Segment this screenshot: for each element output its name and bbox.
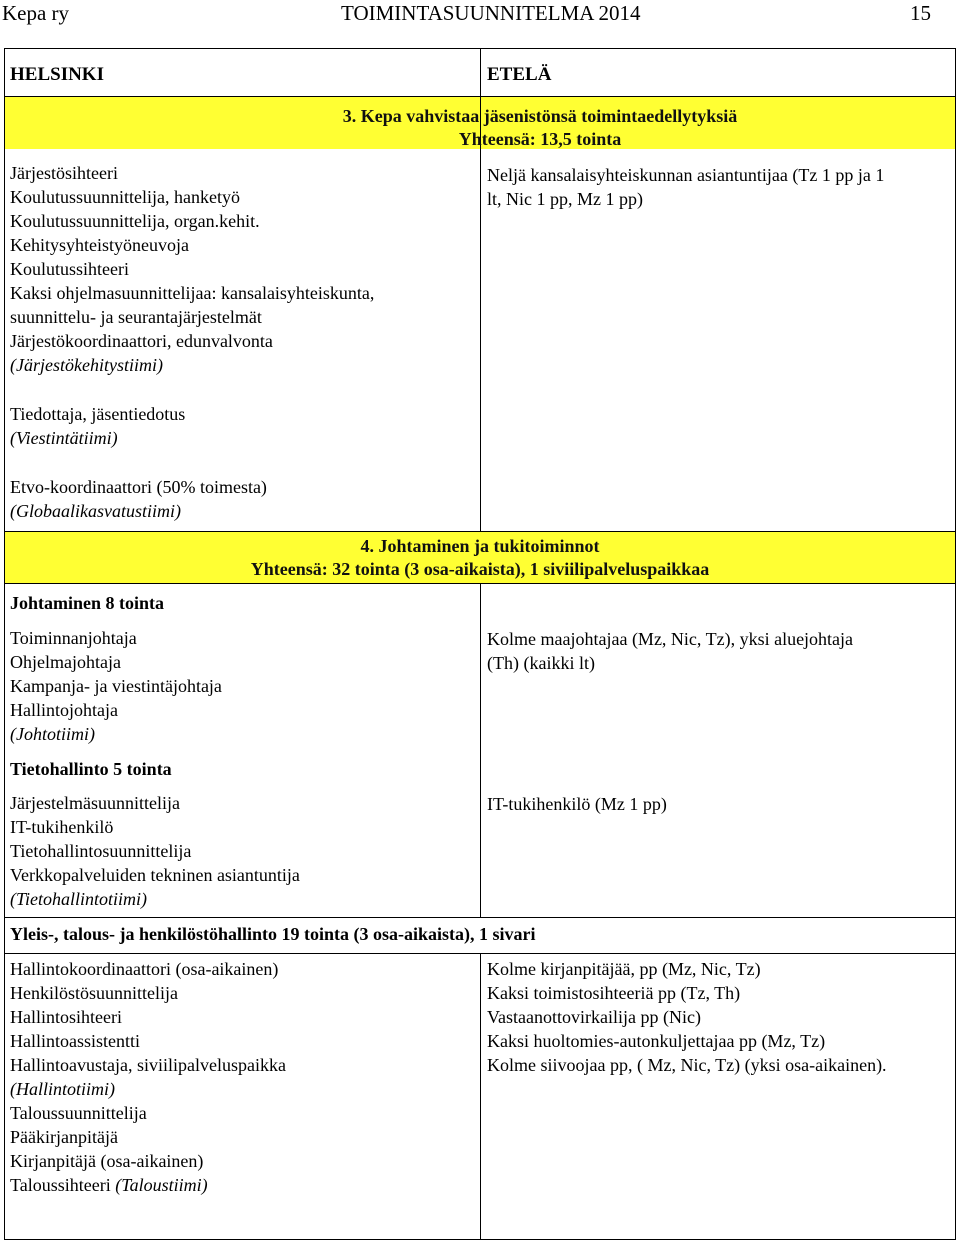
team-label: (Järjestökehitystiimi) (10, 355, 163, 375)
staff-line: Kolme siivoojaa pp, ( Mz, Nic, Tz) (yksi osa-aikainen). (487, 1055, 887, 1075)
row-rule (5, 917, 955, 918)
staff-line: Neljä kansalaisyhteiskunnan asiantuntijaa (Tz 1 pp ja 1 (487, 165, 885, 185)
column-divider-middle (480, 583, 481, 917)
staff-line: Kampanja- ja viestintäjohtaja (10, 676, 222, 696)
team-label: (Globaalikasvatustiimi) (10, 501, 181, 521)
staff-line: IT-tukihenkilö (Mz 1 pp) (487, 794, 667, 814)
admin-staff (10, 957, 286, 1197)
staff-line: Henkilöstösuunnittelija (10, 983, 178, 1003)
staff-line: Koulutussuunnittelija, organ.kehit. (10, 211, 260, 231)
admin-right-staff (487, 957, 887, 1077)
it-staff (10, 791, 300, 911)
staff-line: Hallintosihteeri (10, 1007, 122, 1027)
staff-line: Hallintoavustaja, siviilipalveluspaikka (10, 1055, 286, 1075)
staff-line: Ohjelmajohtaja (10, 652, 121, 672)
staff-line: Koulutussuunnittelija, hanketyö (10, 187, 240, 207)
row-rule (5, 583, 955, 584)
section4-title: 4. Johtaminen ja tukitoiminnot (360, 536, 600, 556)
section3-right-staff (487, 163, 884, 211)
staff-line: Kaksi ohjelmasuunnittelijaa: kansalaisyhteiskunta, (10, 283, 375, 303)
column-header-etela: ETELÄ (487, 64, 552, 85)
team-label: (Tietohallintotiimi) (10, 889, 148, 909)
staff-line: suunnittelu- ja seurantajärjestelmät (10, 307, 262, 327)
row-rule (5, 96, 955, 97)
section3-title: 3. Kepa vahvistaa jäsenistönsä toimintaedellytyksiä (342, 106, 738, 126)
section3-communications (10, 402, 185, 450)
staff-line: Hallintojohtaja (10, 700, 118, 720)
staff-line: Järjestelmäsuunnittelija (10, 793, 180, 813)
staff-line: (Th) (kaikki lt) (487, 653, 595, 673)
staff-title: Taloussihteeri (10, 1175, 116, 1195)
page-number: 15 (910, 1, 931, 25)
staff-line: Pääkirjanpitäjä (10, 1127, 118, 1147)
staff-line: Hallintoassistentti (10, 1031, 140, 1051)
staff-line: IT-tukihenkilö (10, 817, 114, 837)
section4-subtitle: Yhteensä: 32 tointa (3 osa-aikaista), 1 siviilipalveluspaikkaa (250, 559, 710, 579)
staff-line: Tiedottaja, jäsentiedotus (10, 404, 186, 424)
it-heading: Tietohallinto 5 tointa (10, 759, 172, 779)
staff-line-with-team (10, 1173, 286, 1197)
team-label: (Hallintotiimi) (10, 1079, 115, 1099)
management-right-staff (487, 627, 853, 675)
document-title: TOIMINTASUUNNITELMA 2014 (341, 1, 641, 25)
staff-line: Etvo-koordinaattori (50% toimesta) (10, 477, 267, 497)
staff-line: Hallintokoordinaattori (osa-aikainen) (10, 959, 279, 979)
management-heading: Johtaminen 8 tointa (10, 593, 165, 613)
management-staff (10, 626, 222, 746)
staff-line: lt, Nic 1 pp, Mz 1 pp) (487, 189, 643, 209)
section3-global-education (10, 475, 267, 523)
it-right-staff (487, 792, 667, 816)
staff-line: Toiminnanjohtaja (10, 628, 137, 648)
row-rule (5, 531, 955, 532)
team-label: (Viestintätiimi) (10, 428, 118, 448)
column-header-helsinki: HELSINKI (10, 64, 104, 85)
staff-line: Taloussuunnittelija (10, 1103, 147, 1123)
organization-name: Kepa ry (2, 1, 70, 25)
admin-heading: Yleis-, talous- ja henkilöstöhallinto 19 tointa (3 osa-aikaista), 1 sivari (10, 924, 536, 944)
staff-line: Tietohallintosuunnittelija (10, 841, 192, 861)
staff-line: Verkkopalveluiden tekninen asiantuntija (10, 865, 300, 885)
staff-line: Vastaanottovirkailija pp (Nic) (487, 1007, 701, 1027)
staff-line: Kaksi huoltomies-autonkuljettajaa pp (Mz, Tz) (487, 1031, 826, 1051)
section3-subtitle: Yhteensä: 13,5 tointa (458, 129, 622, 149)
staff-line: Kaksi toimistosihteeriä pp (Tz, Th) (487, 983, 741, 1003)
staff-line: Kolme kirjanpitäjää, pp (Mz, Nic, Tz) (487, 959, 761, 979)
staff-line: Kolme maajohtajaa (Mz, Nic, Tz), yksi aluejohtaja (487, 629, 854, 649)
team-label: (Taloustiimi) (115, 1175, 208, 1195)
row-rule (5, 953, 955, 954)
section3-left-staff (10, 161, 374, 377)
team-label: (Johtotiimi) (10, 724, 95, 744)
column-divider-bottom (480, 953, 481, 1239)
staff-line: Järjestökoordinaattori, edunvalvonta (10, 331, 273, 351)
staff-line: Järjestösihteeri (10, 163, 118, 183)
staff-line: Kirjanpitäjä (osa-aikainen) (10, 1151, 204, 1171)
staff-line: Koulutussihteeri (10, 259, 129, 279)
staff-line: Kehitysyhteistyöneuvoja (10, 235, 189, 255)
